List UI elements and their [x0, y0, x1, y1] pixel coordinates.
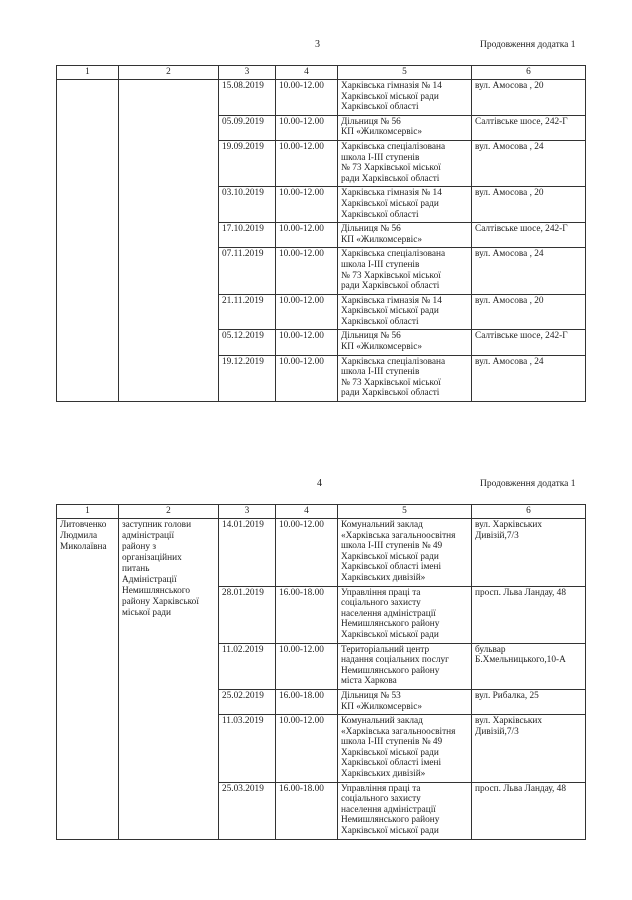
place-cell: [338, 689, 472, 714]
person-position-cell-line: району Харківської: [122, 597, 199, 607]
address-cell: Салтівське шосе, 242-Г: [472, 115, 586, 140]
place-cell-line: ради Харківської області: [341, 388, 440, 399]
place-cell-line: Дільниця № 53: [341, 690, 401, 701]
place-cell-line: Харківська спеціалізована: [341, 249, 446, 260]
date-cell: 05.12.2019: [219, 330, 276, 355]
place-cell-line: КП «Жилкомсервіс»: [341, 234, 422, 245]
person-position-cell-line: міської ради: [122, 608, 171, 618]
place-cell: [338, 80, 472, 116]
time-cell: 10.00-12.00: [276, 519, 338, 587]
place-cell-line: Харківської міської ради: [341, 826, 439, 837]
place-cell: [338, 223, 472, 248]
address-cell: [472, 519, 586, 587]
place-cell-line: Харківська спеціалізована: [341, 356, 446, 367]
date-cell: 19.09.2019: [219, 140, 276, 186]
place-cell-line: КП «Жилкомсервіс»: [341, 342, 422, 353]
header-col-3: 3: [219, 505, 276, 519]
place-cell-line: соціального захисту: [341, 598, 421, 609]
address-cell: [472, 782, 586, 839]
date-cell: 28.01.2019: [219, 586, 276, 643]
place-cell-line: соціального захисту: [341, 794, 421, 805]
place-cell: [338, 248, 472, 294]
place-cell-line: Територіальний центр: [341, 644, 430, 655]
person-position-cell-line: Немишлянського: [122, 586, 191, 596]
place-cell-line: КП «Жилкомсервіс»: [341, 701, 422, 712]
header-col-5: 5: [338, 66, 472, 80]
place-cell-line: Харківських дивізій»: [341, 769, 426, 780]
place-cell-line: ради Харківської області: [341, 281, 440, 292]
place-cell-line: № 73 Харківської міської: [341, 270, 441, 281]
place-cell-line: Харківської області імені: [341, 562, 442, 573]
date-cell: 17.10.2019: [219, 223, 276, 248]
place-cell-line: Харківська гімназія № 14: [341, 188, 442, 199]
place-cell-line: КП «Жилкомсервіс»: [341, 127, 422, 138]
address-cell-line: вул. Харківських: [475, 520, 543, 530]
place-cell-line: № 73 Харківської міської: [341, 377, 441, 388]
date-cell: 11.02.2019: [219, 643, 276, 689]
person-position-cell-line: району з: [122, 542, 157, 552]
place-cell: [338, 715, 472, 783]
place-cell-line: надання соціальних послуг: [341, 655, 449, 666]
time-cell: 10.00-12.00: [276, 80, 338, 116]
time-cell: 16.00-18.00: [276, 782, 338, 839]
person-position-cell-line: адміністрації: [122, 531, 175, 541]
time-cell: 10.00-12.00: [276, 330, 338, 355]
place-cell-line: Дільниця № 56: [341, 116, 401, 127]
page-number-4: 4: [317, 478, 322, 489]
place-cell-line: Харківської міської ради: [341, 198, 439, 209]
header-col-1: 1: [57, 505, 119, 519]
place-cell-line: «Харківська загальноосвітня: [341, 726, 456, 737]
place-cell: [338, 294, 472, 330]
header-col-4: 4: [276, 66, 338, 80]
place-cell: [338, 140, 472, 186]
header-col-5: 5: [338, 505, 472, 519]
address-cell: Салтівське шосе, 242-Г: [472, 223, 586, 248]
place-cell-line: Немишлянського району: [341, 815, 440, 826]
header-col-2: 2: [119, 66, 219, 80]
place-cell-line: Харківська гімназія № 14: [341, 295, 442, 306]
place-cell-line: Харківської міської ради: [341, 629, 439, 640]
place-cell-line: міста Харкова: [341, 676, 397, 687]
date-cell: 15.08.2019: [219, 80, 276, 116]
date-cell: 25.03.2019: [219, 782, 276, 839]
date-cell: 11.03.2019: [219, 715, 276, 783]
place-cell-line: Харківської області: [341, 209, 419, 220]
person-position-cell-line: питань: [122, 564, 150, 574]
date-cell: 14.01.2019: [219, 519, 276, 587]
place-cell-line: Харківська спеціалізована: [341, 141, 446, 152]
table-header-row: [57, 66, 586, 80]
place-cell-line: школа І-ІІІ ступенів: [341, 152, 420, 163]
place-cell-line: населення адміністрації: [341, 608, 436, 619]
time-cell: 10.00-12.00: [276, 355, 338, 401]
place-cell-line: Комунальний заклад: [341, 520, 423, 530]
date-cell: 03.10.2019: [219, 187, 276, 223]
place-cell-line: Харківської міської ради: [341, 747, 439, 758]
address-cell: [472, 586, 586, 643]
address-cell: Салтівське шосе, 242-Г: [472, 330, 586, 355]
place-cell-line: ради Харківської області: [341, 173, 440, 184]
header-col-2: 2: [119, 505, 219, 519]
page-number-3: 3: [315, 39, 320, 50]
address-cell: [472, 715, 586, 783]
place-cell-line: Харківських дивізій»: [341, 572, 426, 583]
place-cell-line: Харківської області: [341, 102, 419, 113]
place-cell: [338, 643, 472, 689]
place-cell-line: школа І-ІІІ ступенів: [341, 259, 420, 270]
header-col-4: 4: [276, 505, 338, 519]
place-cell-line: Харківська гімназія № 14: [341, 81, 442, 91]
place-cell-line: Управління праці та: [341, 587, 421, 598]
time-cell: 10.00-12.00: [276, 248, 338, 294]
place-cell: [338, 115, 472, 140]
date-cell: 21.11.2019: [219, 294, 276, 330]
place-cell-line: населення адміністрації: [341, 804, 436, 815]
place-cell-line: Немишлянського району: [341, 619, 440, 630]
date-cell: 19.12.2019: [219, 355, 276, 401]
person-position-cell-line: заступник голови: [122, 520, 192, 530]
place-cell-line: школа І-ІІІ ступенів № 49: [341, 541, 443, 552]
time-cell: 16.00-18.00: [276, 689, 338, 714]
person-name-cell-line: Литовченко: [60, 520, 107, 530]
place-cell-line: Дільниця № 56: [341, 331, 401, 342]
place-cell-line: Комунальний заклад: [341, 716, 423, 727]
header-col-3: 3: [219, 66, 276, 80]
place-cell-line: Управління праці та: [341, 783, 421, 794]
place-cell-line: Немишлянського району: [341, 665, 440, 676]
place-cell: [338, 782, 472, 839]
place-cell-line: Харківської міської ради: [341, 91, 439, 102]
address-cell: вул. Амосова , 20: [472, 187, 586, 223]
person-name-cell: [57, 519, 119, 840]
date-cell: 05.09.2019: [219, 115, 276, 140]
address-cell-line: бульвар: [475, 644, 506, 655]
time-cell: 16.00-18.00: [276, 586, 338, 643]
person-position-cell-line: Адміністрації: [122, 575, 177, 585]
address-cell-line: вул. Харківських: [475, 716, 543, 727]
address-cell-line: просп. Льва Ландау, 48: [475, 783, 566, 794]
place-cell-line: Харківської міської ради: [341, 306, 439, 317]
address-cell-line: вул. Рибалка, 25: [475, 690, 539, 701]
place-cell: [338, 355, 472, 401]
address-cell: вул. Амосова , 20: [472, 80, 586, 116]
address-cell-line: Дивізій,7/3: [475, 530, 519, 541]
continuation-label-3: Продовження додатка 1: [480, 40, 576, 50]
person-name-cell-line: Людмила: [60, 531, 98, 541]
table-row: [57, 519, 586, 587]
address-cell-line: Дивізій,7/3: [475, 726, 519, 737]
address-cell: вул. Амосова , 24: [472, 140, 586, 186]
header-col-1: 1: [57, 66, 119, 80]
empty-position-cell: [119, 80, 219, 402]
person-position-cell: [119, 519, 219, 840]
time-cell: 10.00-12.00: [276, 294, 338, 330]
address-cell-line: Б.Хмельницького,10-А: [475, 655, 566, 666]
address-cell: [472, 689, 586, 714]
place-cell: [338, 519, 472, 587]
table-row: [57, 80, 586, 116]
date-cell: 25.02.2019: [219, 689, 276, 714]
time-cell: 10.00-12.00: [276, 223, 338, 248]
place-cell: [338, 330, 472, 355]
place-cell-line: «Харківська загальноосвітня: [341, 530, 456, 541]
time-cell: 10.00-12.00: [276, 140, 338, 186]
place-cell-line: Дільниця № 56: [341, 224, 401, 235]
place-cell-line: № 73 Харківської міської: [341, 163, 441, 174]
schedule-table-page4: [56, 504, 586, 840]
time-cell: 10.00-12.00: [276, 715, 338, 783]
place-cell-line: школа І-ІІІ ступенів № 49: [341, 737, 443, 748]
address-cell: вул. Амосова , 24: [472, 248, 586, 294]
time-cell: 10.00-12.00: [276, 187, 338, 223]
header-col-6: 6: [472, 505, 586, 519]
schedule-table-page3: [56, 65, 586, 402]
empty-name-cell: [57, 80, 119, 402]
time-cell: 10.00-12.00: [276, 115, 338, 140]
place-cell: [338, 187, 472, 223]
address-cell: вул. Амосова , 24: [472, 355, 586, 401]
time-cell: 10.00-12.00: [276, 643, 338, 689]
person-position-cell-line: організаційних: [122, 553, 182, 563]
place-cell: [338, 586, 472, 643]
person-name-cell-line: Миколаївна: [60, 542, 107, 552]
address-cell: [472, 643, 586, 689]
continuation-label-4: Продовження додатка 1: [480, 479, 576, 489]
date-cell: 07.11.2019: [219, 248, 276, 294]
address-cell: вул. Амосова , 20: [472, 294, 586, 330]
place-cell-line: Харківської області: [341, 316, 419, 327]
place-cell-line: Харківської області імені: [341, 758, 442, 769]
address-cell-line: просп. Льва Ландау, 48: [475, 587, 566, 598]
place-cell-line: школа І-ІІІ ступенів: [341, 367, 420, 378]
header-col-6: 6: [472, 66, 586, 80]
table-header-row: [57, 505, 586, 519]
place-cell-line: Харківської міської ради: [341, 551, 439, 562]
